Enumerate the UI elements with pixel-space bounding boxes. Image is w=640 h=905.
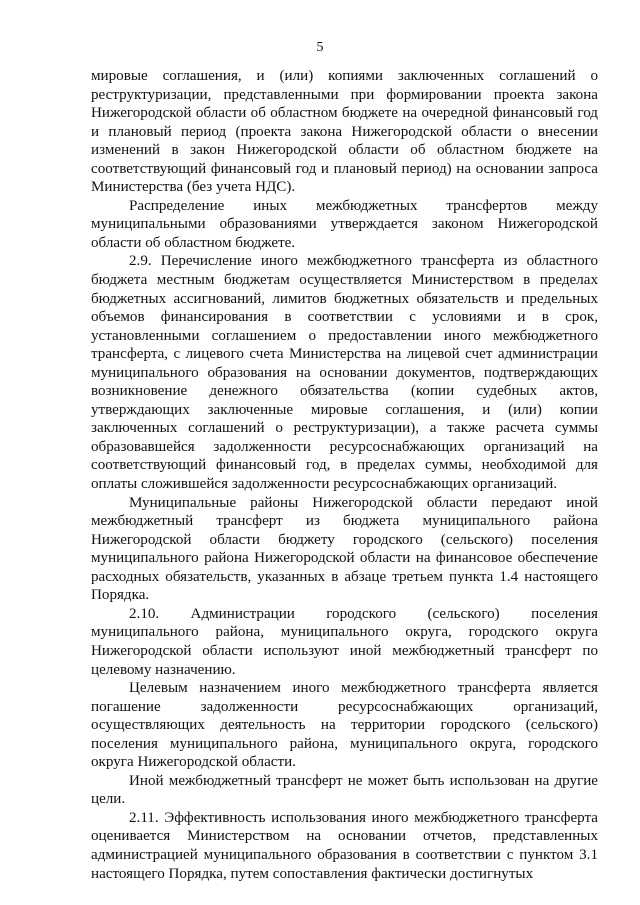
- paragraph-restriction: Иной межбюджетный трансферт не может быть использован на другие цели.: [91, 772, 598, 808]
- paragraph-clause-2-10: 2.10. Администрации городского (сельского) поселения муниципального района, муниципального округа, городского округа Нижегородской области используют иной межбюджетный трансферт по целевому назначению.: [91, 605, 598, 678]
- paragraph-clause-2-11: 2.11. Эффективность использования иного межбюджетного трансферта оценивается Министерством на основании отчетов, представленных администрацией муниципального образования в соответствии с пунктом 3.1 настоящего Порядка, путем сопоставления фактически достигнутых: [91, 809, 598, 882]
- paragraph-target-purpose: Целевым назначением иного межбюджетного трансферта является погашение задолженности ресурсоснабжающих организаций, осуществляющих деятельность на территории городского (сельского) поселения муниципального района, муниципального округа, городского округа Нижегородской области.: [91, 680, 598, 771]
- paragraph-distribution: Распределение иных межбюджетных трансфертов между муниципальными образованиями утверждается законом Нижегородской области об областном бюджете.: [91, 197, 598, 251]
- paragraph-continuation: мировые соглашения, и (или) копиями заключенных соглашений о реструктуризации, представленными при формировании проекта закона Нижегородской области об областном бюджете на очередной финансовый год и плановый период (проекта закона Нижегородской области о внесении изменений в закон Нижегородской области об областном бюджете на соответствующий финансовый год и плановый период) на основании запроса Министерства (без учета НДС).: [91, 68, 598, 196]
- paragraph-clause-2-9: 2.9. Перечисление иного межбюджетного трансферта из областного бюджета местным бюджетам осуществляется Министерством в пределах бюджетных ассигнований, лимитов бюджетных обязательств и предельных объемов финансирования в соответствии с условиями и в срок, установленными соглашением о предоставлении иного межбюджетного трансферта, с лицевого счета Министерства на лицевой счет администрации муниципального образования на основании документов, подтверждающих возникновение денежного обязательства (копии судебных актов, утверждающих заключенные мировые соглашения, и (или) копии заключенных соглашений о реструктуризации), а также расчета суммы образовавшейся задолженности ресурсоснабжающих организаций на соответствующий финансовый год, в пределах суммы, необходимой для оплаты сложившейся задолженности ресурсоснабжающих организаций.: [91, 253, 598, 493]
- document-body: [91, 67, 598, 883]
- page-number: 5: [316, 40, 324, 55]
- paragraph-municipal-districts: Муниципальные районы Нижегородской области передают иной межбюджетный трансферт из бюджета муниципального района Нижегородской области бюджету городского (сельского) поселения муниципального района Нижегородской области на финансовое обеспечение расходных обязательств, указанных в абзаце третьем пункта 1.4 настоящего Порядка.: [91, 494, 598, 604]
